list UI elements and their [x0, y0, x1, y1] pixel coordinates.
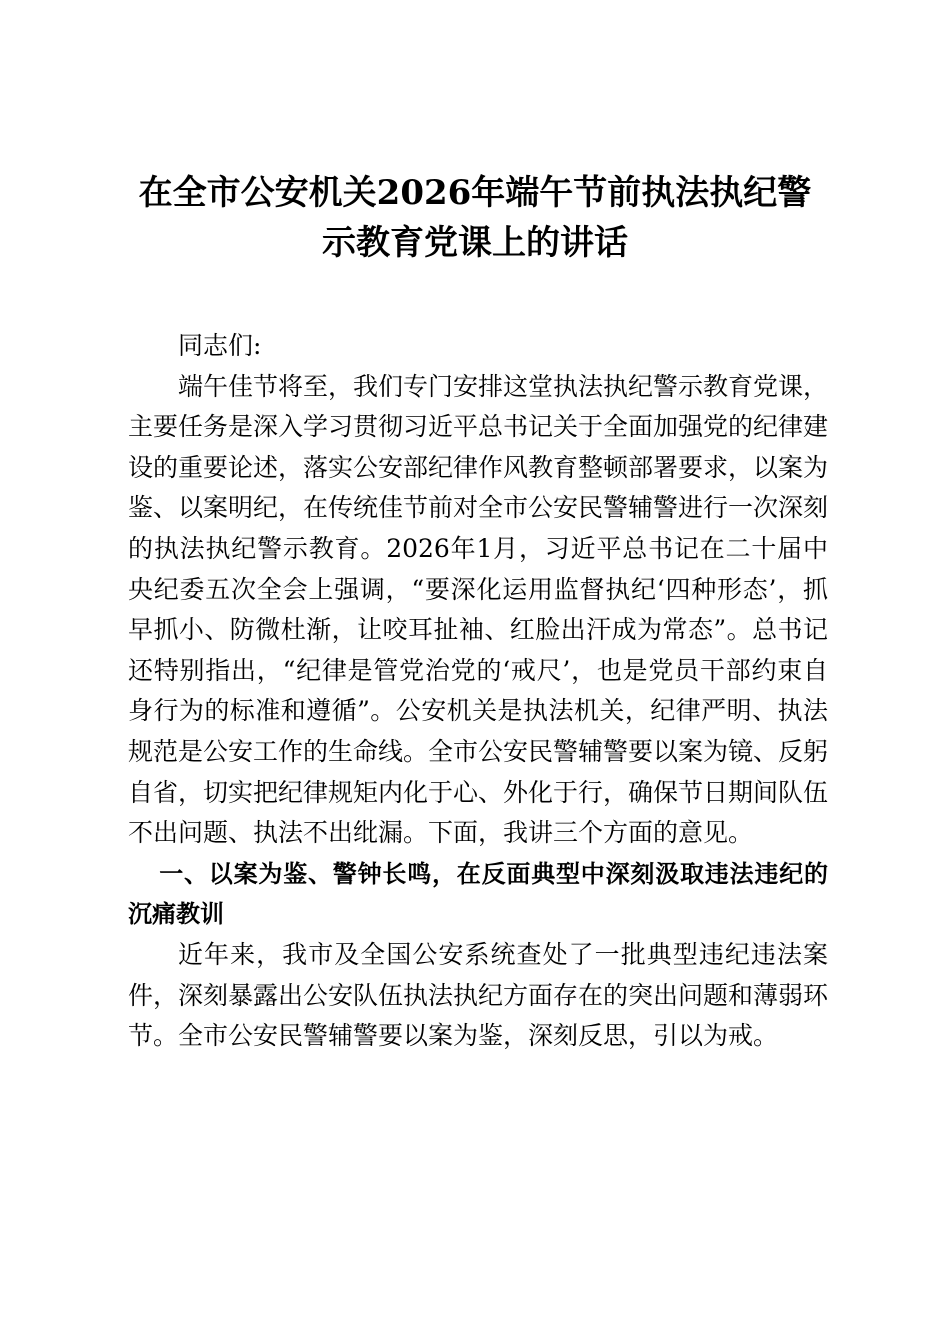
paragraph-intro: 端午佳节将至，我们专门安排这堂执法执纪警示教育党课，主要任务是深入学习贯彻习近平总书记关于全面加强党的纪律建设的重要论述，落实公安部纪律作风教育整顿部署要求，以案为鉴、以案明纪，在传统佳节前对全市公安民警辅警进行一次深刻的执法执纪警示教育。2026年1月，习近平总书记在二十届中央纪委五次全会上强调，“要深化运用监督执纪‘四种形态’，抓早抓小、防微杜渐，让咬耳扯袖、红脸出汗成为常态”。总书记还特别指出，“纪律是管党治党的‘戒尺’，也是党员干部约束自身行为的标准和遵循”。公安机关是执法机关，纪律严明、执法规范是公安工作的生命线。全市公安民警辅警要以案为镜、反躬自省，切实把纪律规矩内化于心、外化于行，确保节日期间队伍不出问题、执法不出纰漏。下面，我讲三个方面的意见。: [128, 371, 829, 848]
document-title-line-1: 在全市公安机关2026年端午节前执法执纪警: [138, 173, 812, 213]
salutation: 同志们:: [178, 331, 262, 360]
document-title-line-2: 示教育党课上的讲话: [322, 223, 628, 263]
paragraph-section-1: 近年来，我市及全国公安系统查处了一批典型违纪违法案件，深刻暴露出公安队伍执法执纪方面存在的突出问题和薄弱环节。全市公安民警辅警要以案为鉴，深刻反思，引以为戒。: [128, 939, 829, 1051]
section-heading-1: 一、以案为鉴、警钟长鸣，在反面典型中深刻汲取违法违纪的沉痛教训: [128, 859, 828, 929]
document-body: [128, 326, 828, 1057]
